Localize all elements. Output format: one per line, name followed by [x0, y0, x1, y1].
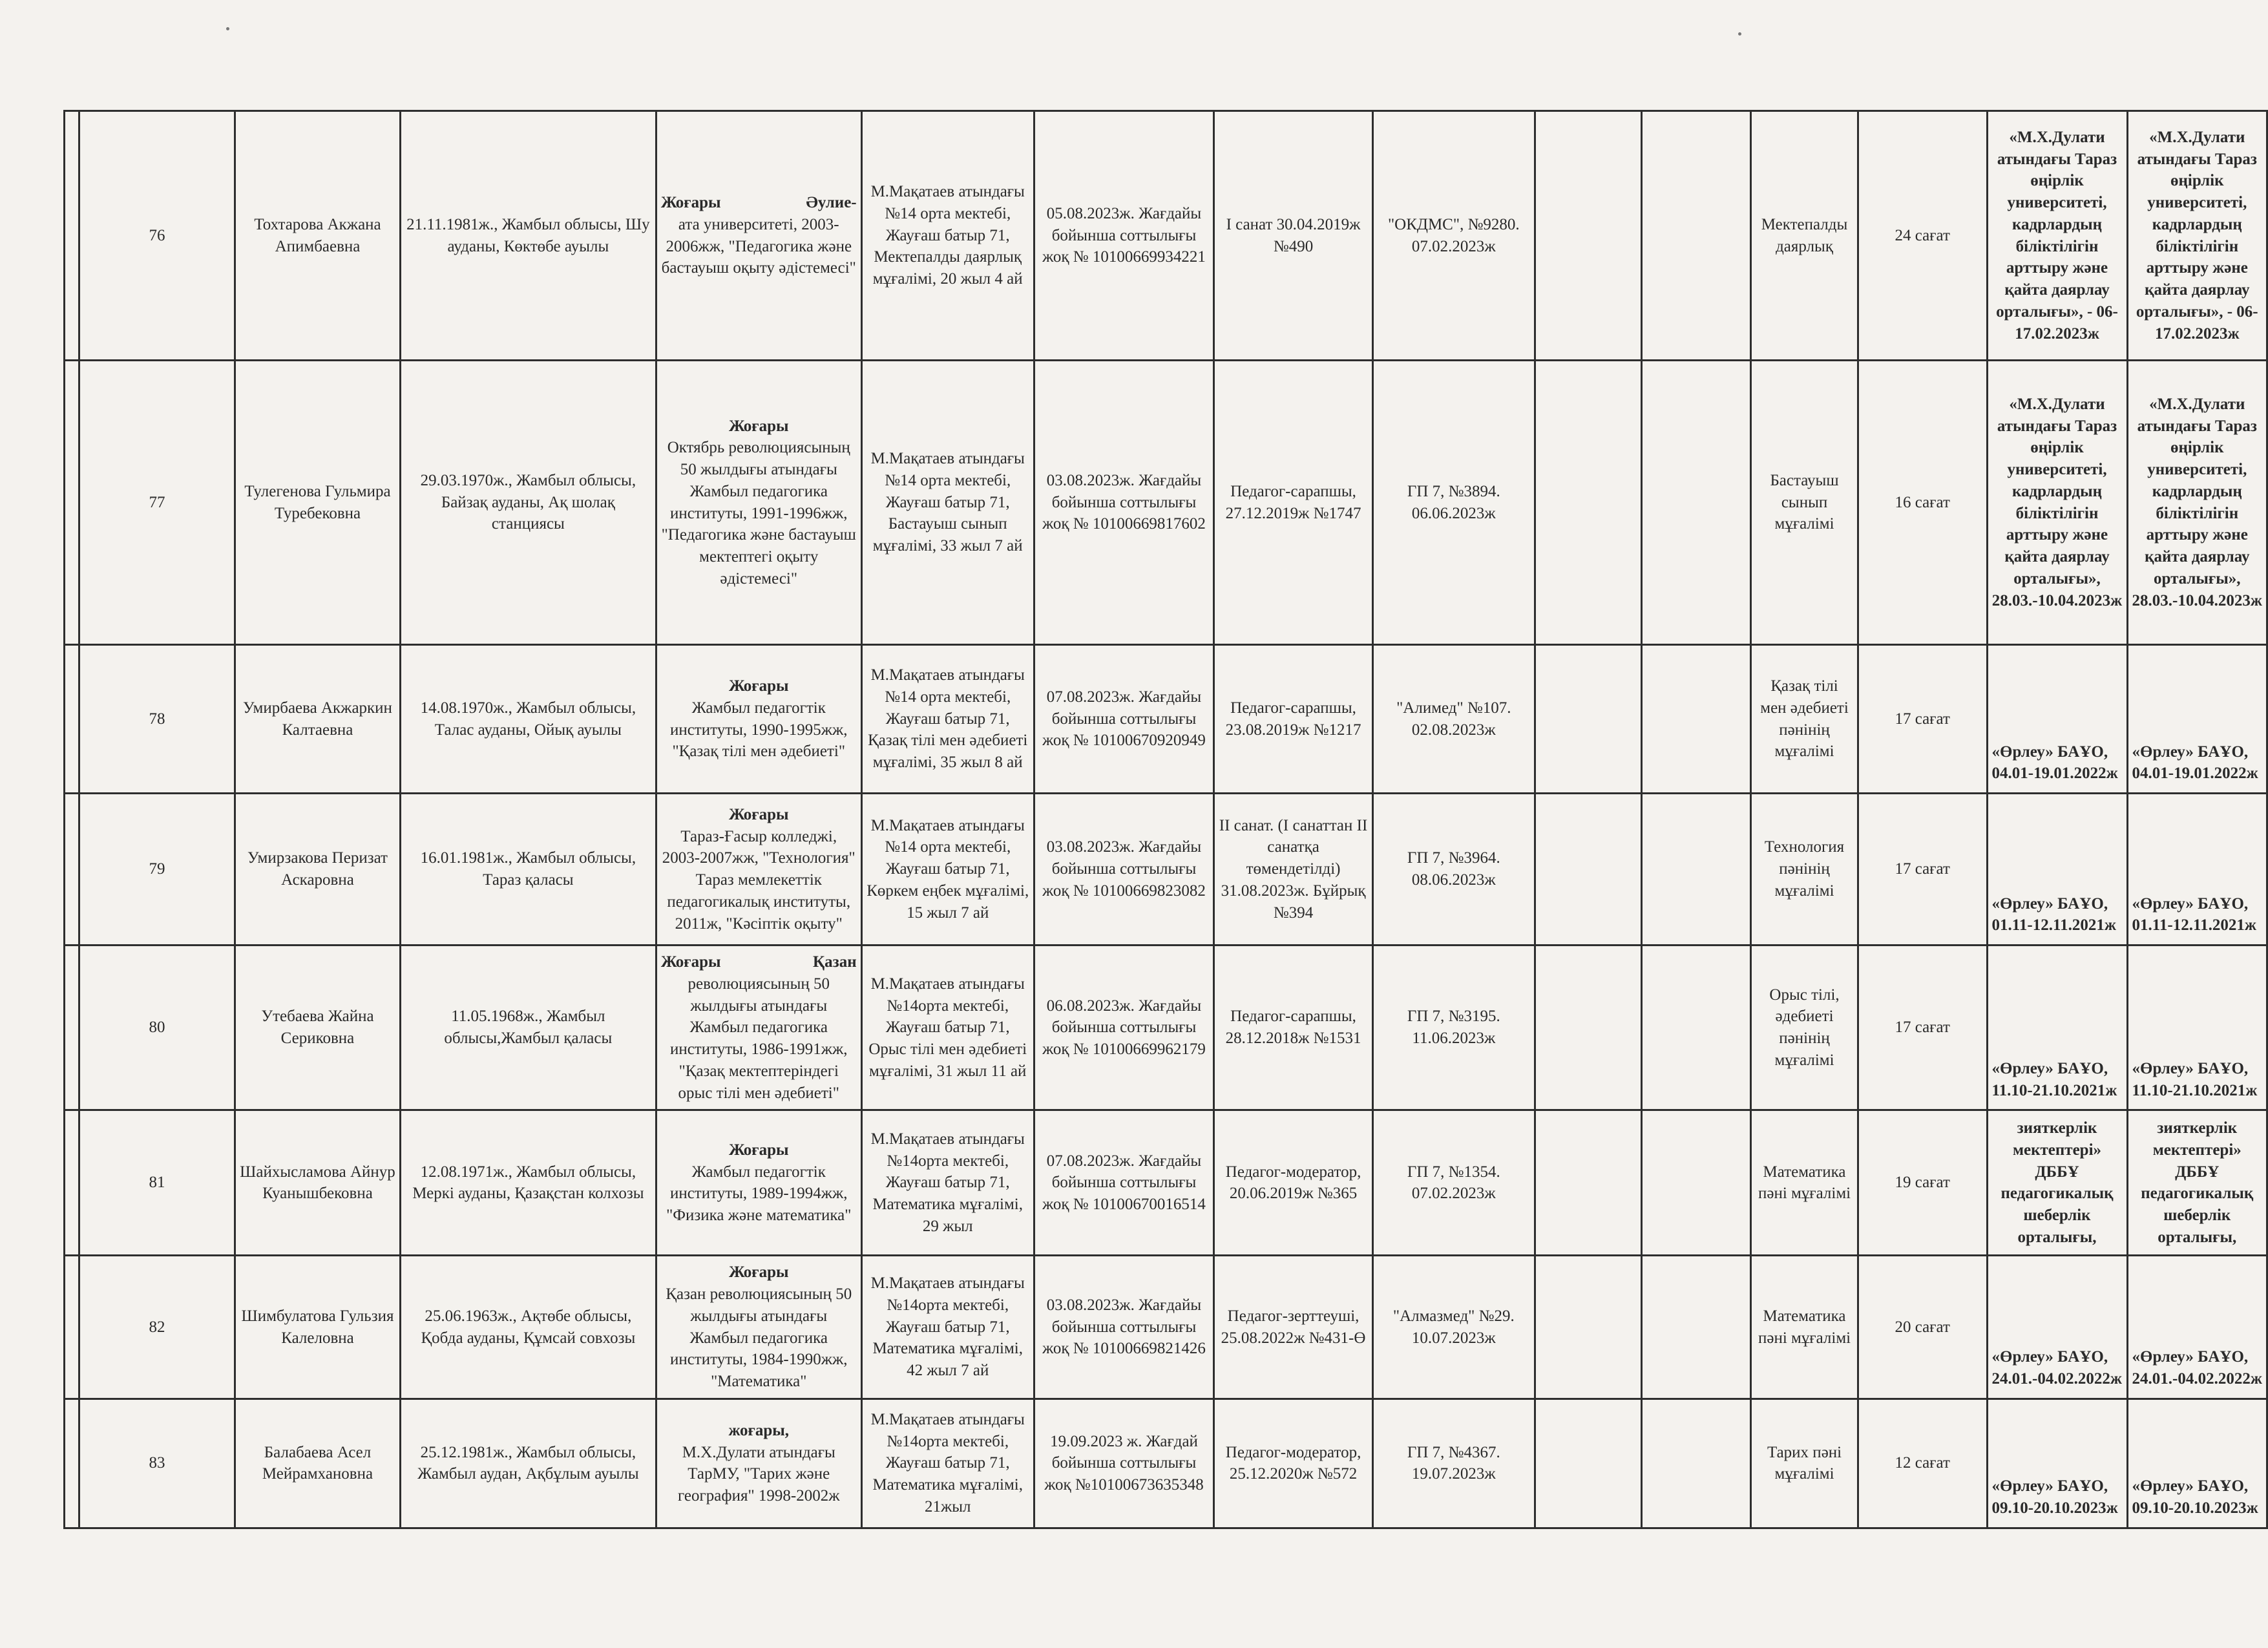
education-info	[656, 794, 861, 945]
blank-cell	[65, 1110, 79, 1256]
scan-speck	[1738, 32, 1741, 36]
position-title: Мектепалды даярлық	[1751, 111, 1858, 361]
education-level: жоғары,	[728, 1421, 790, 1439]
medical-certificate: ГП 7, №3894. 06.06.2023ж	[1372, 361, 1535, 645]
course-certificate-1: «М.Х.Дулати атындағы Тараз өңірлік университеті, кадрлардың біліктілігін арттыру және қайта даярлау орталығы», - 06-17.02.2023ж	[1987, 111, 2127, 361]
table-row	[65, 645, 2267, 794]
table-row	[65, 361, 2267, 645]
education-level-line	[661, 1262, 857, 1284]
position-title: Бастауыш сынып мұғалімі	[1751, 361, 1858, 645]
position-title: Қазақ тілі мен әдебиеті пәнінің мұғалімі	[1751, 645, 1858, 794]
workplace-info: М.Мақатаев атындағы №14 орта мектебі, Жауғаш батыр 71, Бастауыш сынып мұғалімі, 33 жыл 7 ай	[861, 361, 1034, 645]
qualification-category: Педагог-сарапшы, 27.12.2019ж №1747	[1214, 361, 1373, 645]
workplace-info: М.Мақатаев атындағы №14 орта мектебі, Жауғаш батыр 71, Мектепалды даярлық мұғалімі, 20 жыл 4 ай	[861, 111, 1034, 361]
workplace-info: М.Мақатаев атындағы №14орта мектебі, Жауғаш батыр 71, Математика мұғалімі, 42 жыл 7 ай	[861, 1256, 1034, 1399]
education-level: Жоғары	[728, 805, 789, 823]
extra-cell-1	[1535, 794, 1641, 945]
education-info	[656, 1110, 861, 1256]
education-details: Жамбыл педагогтік институты, 1989-1994жж, "Физика және математика"	[666, 1163, 852, 1224]
row-number: 80	[79, 945, 235, 1110]
education-info	[656, 1256, 861, 1399]
birth-info: 25.12.1981ж., Жамбыл облысы, Жамбыл аудан, Ақбұлым ауылы	[400, 1399, 656, 1528]
position-title: Тарих пәні мұғалімі	[1751, 1399, 1858, 1528]
course-certificate-1: «Өрлеу» БАҰО, 24.01.-04.02.2022ж	[1987, 1256, 2127, 1399]
course-certificate-1: «Өрлеу» БАҰО, 09.10-20.10.2023ж	[1987, 1399, 2127, 1528]
staff-table	[63, 110, 2268, 1529]
workplace-info: М.Мақатаев атындағы №14орта мектебі, Жауғаш батыр 71, Орыс тілі мен әдебиеті мұғалімі, 31 жыл 11 ай	[861, 945, 1034, 1110]
teaching-hours: 17 сағат	[1858, 794, 1987, 945]
course-certificate-1: «М.Х.Дулати атындағы Тараз өңірлік университеті, кадрлардың біліктілігін арттыру және қайта даярлау орталығы», 28.03.-10.04.2023ж	[1987, 361, 2127, 645]
education-level-line	[661, 804, 857, 826]
education-level-line	[661, 1420, 857, 1442]
teacher-name: Тулегенова Гульмира Туребековна	[235, 361, 401, 645]
workplace-info: М.Мақатаев атындағы №14орта мектебі, Жауғаш батыр 71, Математика мұғалімі, 21жыл	[861, 1399, 1034, 1528]
table-row	[65, 1110, 2267, 1256]
course-certificate-2: «М.Х.Дулати атындағы Тараз өңірлік университеті, кадрлардың біліктілігін арттыру және қайта даярлау орталығы», 28.03.-10.04.2023ж	[2127, 361, 2267, 645]
blank-cell	[65, 1399, 79, 1528]
education-level: Жоғары	[660, 953, 721, 971]
criminal-record-certificate: 03.08.2023ж. Жағдайы бойынша соттылығы жоқ № 10100669817602	[1034, 361, 1213, 645]
workplace-info: М.Мақатаев атындағы №14 орта мектебі, Жауғаш батыр 71, Қазақ тілі мен әдебиеті мұғалімі, 35 жыл 8 ай	[861, 645, 1034, 794]
extra-cell-1	[1535, 361, 1641, 645]
course-certificate-2: «Өрлеу» БАҰО, 04.01-19.01.2022ж	[2127, 645, 2267, 794]
extra-cell-1	[1535, 945, 1641, 1110]
position-title: Математика пәні мұғалімі	[1751, 1110, 1858, 1256]
extra-cell-1	[1535, 1110, 1641, 1256]
table-row	[65, 945, 2267, 1110]
education-level-line	[661, 675, 857, 697]
blank-cell	[65, 645, 79, 794]
course-certificate-2: «Өрлеу» БАҰО, 11.10-21.10.2021ж	[2127, 945, 2267, 1110]
education-details: Қазан революциясының 50 жылдығы атындағы Жамбыл педагогика институты, 1984-1990жж, "Математика"	[666, 1285, 852, 1390]
medical-certificate: "Алимед" №107. 02.08.2023ж	[1372, 645, 1535, 794]
teaching-hours: 20 сағат	[1858, 1256, 1987, 1399]
criminal-record-certificate: 03.08.2023ж. Жағдайы бойынша соттылығы жоқ № 10100669821426	[1034, 1256, 1213, 1399]
education-info	[656, 645, 861, 794]
position-title: Математика пәні мұғалімі	[1751, 1256, 1858, 1399]
course-certificate-2: «Өрлеу» БАҰО, 01.11-12.11.2021ж	[2127, 794, 2267, 945]
teacher-name: Шимбулатова Гульзия Калеловна	[235, 1256, 401, 1399]
extra-cell-1	[1535, 1256, 1641, 1399]
criminal-record-certificate: 03.08.2023ж. Жағдайы бойынша соттылығы жоқ № 10100669823082	[1034, 794, 1213, 945]
birth-info: 14.08.1970ж., Жамбыл облысы, Талас ауданы, Ойық ауылы	[400, 645, 656, 794]
education-level: Жоғары	[728, 677, 789, 695]
criminal-record-certificate: 05.08.2023ж. Жағдайы бойынша соттылығы жоқ № 10100669934221	[1034, 111, 1213, 361]
education-info	[656, 1399, 861, 1528]
teacher-name: Шайхысламова Айнур Куанышбековна	[235, 1110, 401, 1256]
blank-cell	[65, 1256, 79, 1399]
row-number: 78	[79, 645, 235, 794]
extra-cell-2	[1641, 361, 1750, 645]
education-info	[656, 945, 861, 1110]
teacher-name: Утебаева Жайна Сериковна	[235, 945, 401, 1110]
birth-info: 21.11.1981ж., Жамбыл облысы, Шу ауданы, Көктөбе ауылы	[400, 111, 656, 361]
teacher-name: Умирзакова Перизат Аскаровна	[235, 794, 401, 945]
row-number: 82	[79, 1256, 235, 1399]
extra-cell-2	[1641, 1110, 1750, 1256]
medical-certificate: ГП 7, №1354. 07.02.2023ж	[1372, 1110, 1535, 1256]
position-title: Технология пәнінің мұғалімі	[1751, 794, 1858, 945]
birth-info: 12.08.1971ж., Жамбыл облысы, Меркі ауданы, Қазақстан колхозы	[400, 1110, 656, 1256]
medical-certificate: ГП 7, №3964. 08.06.2023ж	[1372, 794, 1535, 945]
criminal-record-certificate: 19.09.2023 ж. Жағдай бойынша соттылығы жоқ №10100673635348	[1034, 1399, 1213, 1528]
row-number: 77	[79, 361, 235, 645]
position-title: Орыс тілі, әдебиеті пәнінің мұғалімі	[1751, 945, 1858, 1110]
education-level-line	[661, 192, 857, 214]
staff-table-sheet	[63, 110, 2268, 1529]
teaching-hours: 17 сағат	[1858, 945, 1987, 1110]
education-info	[656, 111, 861, 361]
qualification-category: І санат 30.04.2019ж №490	[1214, 111, 1373, 361]
criminal-record-certificate: 06.08.2023ж. Жағдайы бойынша соттылығы жоқ № 10100669962179	[1034, 945, 1213, 1110]
education-details: ата университеті, 2003-2006жж, "Педагогика және бастауыш оқыту әдістемесі"	[661, 215, 856, 277]
criminal-record-certificate: 07.08.2023ж. Жағдайы бойынша соттылығы жоқ № 10100670016514	[1034, 1110, 1213, 1256]
table-row	[65, 1256, 2267, 1399]
row-number: 76	[79, 111, 235, 361]
education-details: Октябрь революциясының 50 жылдығы атындағы Жамбыл педагогика институты, 1991-1996жж, "Педагогика және бастауыш мектептегі оқыту әдістемесі"	[661, 439, 856, 587]
teacher-name: Тохтарова Акжана Апимбаевна	[235, 111, 401, 361]
medical-certificate: ГП 7, №4367. 19.07.2023ж	[1372, 1399, 1535, 1528]
criminal-record-certificate: 07.08.2023ж. Жағдайы бойынша соттылығы жоқ № 10100670920949	[1034, 645, 1213, 794]
education-details: М.Х.Дулати атындағы ТарМУ, "Тарих және география" 1998-2002ж	[678, 1443, 840, 1505]
course-certificate-1: зияткерлік мектептері» ДББҰ педагогикалық шеберлік орталығы,	[1987, 1110, 2127, 1256]
course-certificate-1: «Өрлеу» БАҰО, 11.10-21.10.2021ж	[1987, 945, 2127, 1110]
table-row	[65, 111, 2267, 361]
medical-certificate: ГП 7, №3195. 11.06.2023ж	[1372, 945, 1535, 1110]
qualification-category: Педагог-сарапшы, 28.12.2018ж №1531	[1214, 945, 1373, 1110]
course-certificate-2: «Өрлеу» БАҰО, 09.10-20.10.2023ж	[2127, 1399, 2267, 1528]
workplace-info: М.Мақатаев атындағы №14 орта мектебі, Жауғаш батыр 71, Көркем еңбек мұғалімі, 15 жыл 7 ай	[861, 794, 1034, 945]
extra-cell-2	[1641, 645, 1750, 794]
extra-cell-2	[1641, 111, 1750, 361]
extra-cell-2	[1641, 1256, 1750, 1399]
education-level-tail: Әулие-	[806, 194, 857, 211]
course-certificate-2: «М.Х.Дулати атындағы Тараз өңірлік университеті, кадрлардың біліктілігін арттыру және қайта даярлау орталығы», - 06-17.02.2023ж	[2127, 111, 2267, 361]
row-number: 81	[79, 1110, 235, 1256]
qualification-category: ІІ санат. (І санаттан ІІ санатқа төмендетілді) 31.08.2023ж. Бұйрық №394	[1214, 794, 1373, 945]
row-number: 79	[79, 794, 235, 945]
row-number: 83	[79, 1399, 235, 1528]
course-certificate-2: «Өрлеу» БАҰО, 24.01.-04.02.2022ж	[2127, 1256, 2267, 1399]
education-level: Жоғары	[728, 1263, 789, 1282]
birth-info: 29.03.1970ж., Жамбыл облысы, Байзақ ауданы, Ақ шолақ станциясы	[400, 361, 656, 645]
extra-cell-1	[1535, 645, 1641, 794]
course-certificate-1: «Өрлеу» БАҰО, 04.01-19.01.2022ж	[1987, 645, 2127, 794]
education-details: революциясының 50 жылдығы атындағы Жамбыл педагогика институты, 1986-1991жж, "Қазақ мектептеріндегі орыс тілі мен әдебиеті"	[669, 975, 848, 1102]
teaching-hours: 12 сағат	[1858, 1399, 1987, 1528]
blank-cell	[65, 794, 79, 945]
education-details: Жамбыл педагогтік институты, 1990-1995жж, "Қазақ тілі мен әдебиеті"	[669, 699, 848, 761]
education-level: Жоғары	[728, 1141, 789, 1159]
birth-info: 25.06.1963ж., Ақтөбе облысы, Қобда ауданы, Құмсай совхозы	[400, 1256, 656, 1399]
course-certificate-1: «Өрлеу» БАҰО, 01.11-12.11.2021ж	[1987, 794, 2127, 945]
course-certificate-2: зияткерлік мектептері» ДББҰ педагогикалық шеберлік орталығы,	[2127, 1110, 2267, 1256]
extra-cell-1	[1535, 111, 1641, 361]
extra-cell-2	[1641, 945, 1750, 1110]
blank-cell	[65, 111, 79, 361]
education-level: Жоғары	[660, 194, 721, 211]
education-info	[656, 361, 861, 645]
workplace-info: М.Мақатаев атындағы №14орта мектебі, Жауғаш батыр 71, Математика мұғалімі, 29 жыл	[861, 1110, 1034, 1256]
education-level-line	[661, 416, 857, 438]
qualification-category: Педагог-зерттеуші, 25.08.2022ж №431-Ө	[1214, 1256, 1373, 1399]
education-level-line	[661, 951, 857, 973]
qualification-category: Педагог-сарапшы, 23.08.2019ж №1217	[1214, 645, 1373, 794]
table-row	[65, 794, 2267, 945]
blank-cell	[65, 361, 79, 645]
teaching-hours: 24 сағат	[1858, 111, 1987, 361]
birth-info: 11.05.1968ж., Жамбыл облысы,Жамбыл қаласы	[400, 945, 656, 1110]
blank-cell	[65, 945, 79, 1110]
education-details: Тараз-Ғасыр колледжі, 2003-2007жж, "Технология" Тараз мемлекеттік педагогикалық институты, 2011ж, "Кәсіптік оқыту"	[662, 827, 856, 933]
education-level-tail: Қазан	[813, 953, 857, 971]
qualification-category: Педагог-модератор, 20.06.2019ж №365	[1214, 1110, 1373, 1256]
qualification-category: Педагог-модератор, 25.12.2020ж №572	[1214, 1399, 1373, 1528]
extra-cell-2	[1641, 1399, 1750, 1528]
education-level: Жоғары	[728, 417, 789, 435]
teaching-hours: 16 сағат	[1858, 361, 1987, 645]
teaching-hours: 19 сағат	[1858, 1110, 1987, 1256]
table-row	[65, 1399, 2267, 1528]
teaching-hours: 17 сағат	[1858, 645, 1987, 794]
scan-speck	[226, 27, 229, 30]
medical-certificate: "Алмазмед" №29. 10.07.2023ж	[1372, 1256, 1535, 1399]
teacher-name: Умирбаева Акжаркин Калтаевна	[235, 645, 401, 794]
extra-cell-2	[1641, 794, 1750, 945]
education-level-line	[661, 1139, 857, 1161]
teacher-name: Балабаева Асел Мейрамхановна	[235, 1399, 401, 1528]
extra-cell-1	[1535, 1399, 1641, 1528]
birth-info: 16.01.1981ж., Жамбыл облысы, Тараз қаласы	[400, 794, 656, 945]
medical-certificate: "ОКДМС", №9280. 07.02.2023ж	[1372, 111, 1535, 361]
